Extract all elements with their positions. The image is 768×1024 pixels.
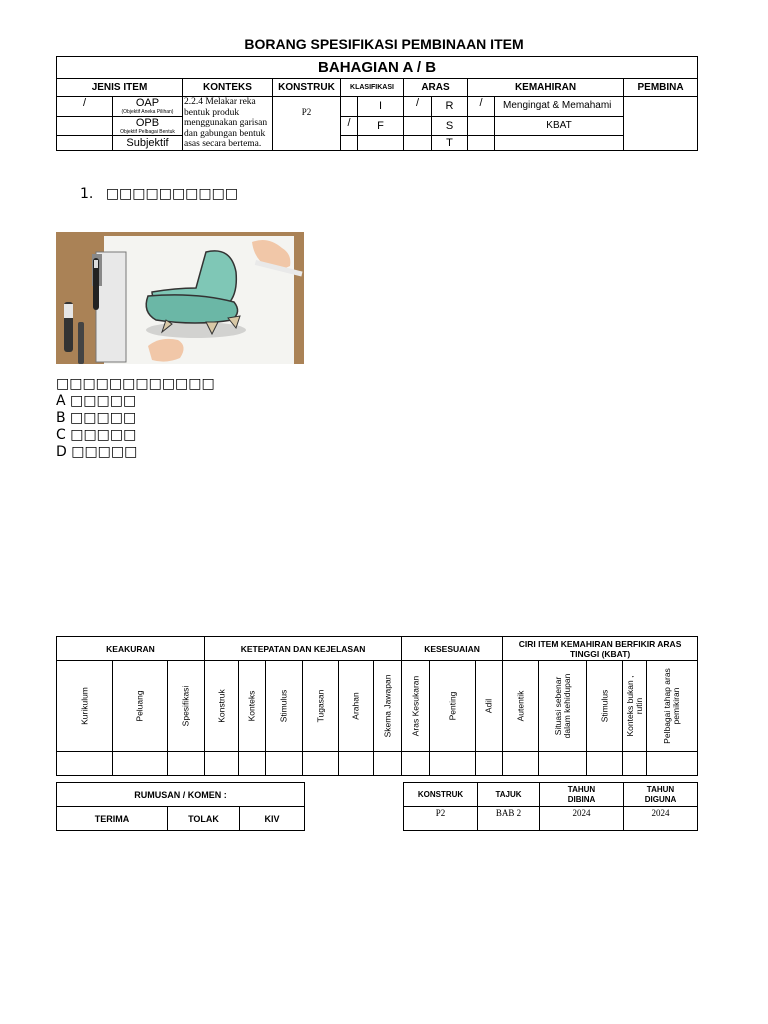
klasifikasi-mark-blank[interactable]	[341, 136, 358, 150]
header-konstruk: KONSTRUK	[273, 79, 341, 97]
pembina-cell[interactable]	[624, 97, 698, 151]
col-kurikulum	[57, 661, 113, 752]
col-label: Konstruk	[216, 689, 226, 723]
header-klasifikasi: KLASIFIKASI	[341, 79, 404, 97]
rumusan-title: RUMUSAN / KOMEN :	[57, 783, 305, 807]
aras-r: R	[432, 97, 468, 117]
mark-cell[interactable]	[57, 752, 113, 776]
assessment-table	[56, 636, 698, 776]
meta-header-tahun-diguna: TAHUN DIGUNA	[624, 783, 698, 807]
mark-cell[interactable]	[239, 752, 266, 776]
opb-label: OPB	[135, 116, 160, 129]
oap-mark[interactable]: /	[57, 97, 113, 117]
col-label: Adil	[483, 698, 494, 714]
klasifikasi-f: F	[358, 116, 404, 136]
question-heading	[80, 186, 238, 202]
col-label: Situasi sebenar dalam kehidupan	[552, 673, 572, 739]
group-ketepatan: KETEPATAN DAN KEJELASAN	[205, 637, 402, 661]
kemahiran-kbat: KBAT	[495, 116, 624, 136]
tolak-option[interactable]: TOLAK	[168, 807, 240, 831]
bahagian-header: BAHAGIAN A / B	[57, 57, 698, 79]
spec-table	[56, 56, 698, 151]
oap-sublabel: (Objektif Aneka Pilihan)	[121, 109, 174, 116]
konteks-text: 2.2.4 Melakar reka bentuk produk menggunakan garisan dan gabungan bentuk asas secara bertema.	[183, 97, 273, 151]
subjektif-label: Subjektif	[113, 136, 183, 150]
col-aras-kesukaran	[402, 661, 430, 752]
mark-cell[interactable]	[205, 752, 239, 776]
col-peluang	[113, 661, 168, 752]
aras-mark-s[interactable]	[404, 116, 432, 136]
aras-t: T	[432, 136, 468, 150]
mark-cell[interactable]	[587, 752, 623, 776]
col-label: Konteks	[246, 690, 257, 722]
konstruk-value: P2	[273, 97, 341, 151]
kiv-option[interactable]: KIV	[240, 807, 305, 831]
kemahiran-mark-1[interactable]: /	[468, 97, 495, 117]
col-stimulus-kbat	[587, 661, 623, 752]
mark-cell[interactable]	[303, 752, 339, 776]
sketch-chair-photo	[56, 232, 304, 364]
col-konteks-bukan-rutin	[623, 661, 647, 752]
mark-cell[interactable]	[503, 752, 539, 776]
col-situasi-sebenar	[539, 661, 587, 752]
col-label: Arahan	[350, 692, 361, 720]
col-adil	[476, 661, 503, 752]
header-konteks: KONTEKS	[183, 79, 273, 97]
subjektif-mark[interactable]	[57, 136, 113, 150]
opb-mark[interactable]	[57, 116, 113, 136]
mark-cell[interactable]	[113, 752, 168, 776]
col-penting	[430, 661, 476, 752]
meta-header-tahun-dibina: TAHUN DIBINA	[540, 783, 624, 807]
col-skema-jawapan	[374, 661, 402, 752]
col-label: Pelbagai tahap aras pemikiran	[662, 668, 682, 744]
opb-cell	[113, 116, 183, 136]
mark-cell[interactable]	[539, 752, 587, 776]
mark-cell[interactable]	[476, 752, 503, 776]
option-c[interactable]: C □□□□□	[56, 427, 137, 443]
header-pembina: PEMBINA	[624, 79, 698, 97]
klasifikasi-mark-i[interactable]	[341, 97, 358, 117]
meta-header-tajuk: TAJUK	[478, 783, 540, 807]
question-stem: □□□□□□□□□□□□	[56, 376, 215, 392]
kemahiran-mengingat: Mengingat & Memahami	[495, 97, 624, 117]
kemahiran-mark-3[interactable]	[468, 136, 495, 150]
klasifikasi-blank	[358, 136, 404, 150]
header-aras: ARAS	[404, 79, 468, 97]
mark-cell[interactable]	[402, 752, 430, 776]
group-keakuran: KEAKURAN	[57, 637, 205, 661]
mark-cell[interactable]	[374, 752, 402, 776]
col-label: Aras Kesukaran	[410, 675, 421, 737]
oap-cell	[113, 97, 183, 117]
col-arahan	[339, 661, 374, 752]
terima-option[interactable]: TERIMA	[57, 807, 168, 831]
col-label: Autentik	[515, 690, 526, 722]
kemahiran-blank	[495, 136, 624, 150]
header-kemahiran: KEMAHIRAN	[468, 79, 624, 97]
kemahiran-mark-2[interactable]	[468, 116, 495, 136]
opb-sublabel: Objektif Pelbagai Bentuk	[120, 128, 175, 135]
col-label: Kurikulum	[79, 687, 89, 725]
group-kbat: CIRI ITEM KEMAHIRAN BERFIKIR ARAS TINGGI (KBAT)	[503, 637, 698, 661]
klasifikasi-i: I	[358, 97, 404, 117]
mark-cell[interactable]	[623, 752, 647, 776]
mark-cell[interactable]	[647, 752, 698, 776]
option-a[interactable]: A □□□□□	[56, 393, 137, 409]
meta-tajuk-value: BAB 2	[478, 807, 540, 831]
col-label: Skema Jawapan	[382, 674, 393, 738]
col-label: Stimulus	[599, 689, 610, 723]
meta-tahun-dibina-value: 2024	[540, 807, 624, 831]
col-label: Konteks bukan , rutin	[624, 675, 644, 737]
col-label: Tugasan	[315, 689, 325, 723]
col-tugasan	[303, 661, 339, 752]
aras-s: S	[432, 116, 468, 136]
mark-cell[interactable]	[266, 752, 303, 776]
col-spesifikasi	[168, 661, 205, 752]
col-label: Peluang	[134, 690, 145, 722]
meta-konstruk-value: P2	[404, 807, 478, 831]
col-konteks	[239, 661, 266, 752]
mark-cell[interactable]	[339, 752, 374, 776]
option-b[interactable]: B □□□□□	[56, 410, 137, 426]
mark-cell[interactable]	[430, 752, 476, 776]
aras-mark-r[interactable]: /	[404, 97, 432, 117]
meta-tahun-diguna-value: 2024	[624, 807, 698, 831]
meta-header-konstruk: KONSTRUK	[404, 783, 478, 807]
klasifikasi-mark-f[interactable]: /	[341, 116, 358, 136]
header-jenis-item: JENIS ITEM	[57, 79, 183, 97]
question-text: □□□□□□□□□□	[105, 186, 239, 202]
group-kesesuaian: KESESUAIAN	[402, 637, 503, 661]
rumusan-table	[56, 782, 305, 831]
col-autentik	[503, 661, 539, 752]
col-konstruk	[205, 661, 239, 752]
aras-mark-t[interactable]	[404, 136, 432, 150]
col-label: Stimulus	[278, 689, 289, 723]
col-label: Penting	[447, 691, 458, 721]
oap-label: OAP	[135, 97, 160, 110]
col-pelbagai-tahap	[647, 661, 698, 752]
question-number: 1.	[80, 186, 94, 202]
mark-cell[interactable]	[168, 752, 205, 776]
page-title: BORANG SPESIFIKASI PEMBINAAN ITEM	[244, 36, 524, 52]
col-label: Spesifikasi	[180, 685, 191, 727]
meta-table	[403, 782, 698, 831]
col-stimulus	[266, 661, 303, 752]
option-d[interactable]: D □□□□□	[56, 444, 138, 460]
